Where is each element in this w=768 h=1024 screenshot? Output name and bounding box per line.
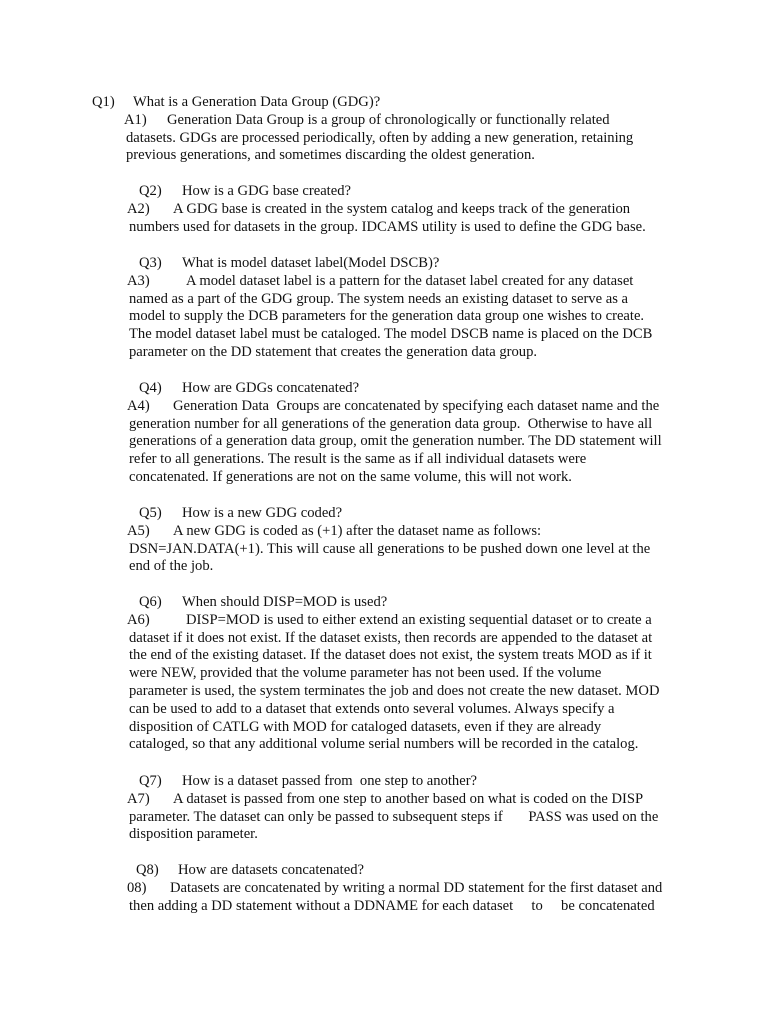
question — [0, 773, 768, 791]
answer-text: generation number for all generations of the generation data group. Otherwise to have all — [129, 415, 653, 432]
answer-line — [0, 273, 768, 291]
question-text: How is a dataset passed from one step to another? — [182, 773, 478, 789]
answer-line — [0, 826, 768, 844]
answer-text: cataloged, so that any additional volume serial numbers will be recorded in the catalog. — [129, 736, 639, 753]
answer-text: A dataset is passed from one step to another based on what is coded on the DISP — [173, 790, 644, 807]
question — [0, 255, 768, 273]
question — [0, 594, 768, 612]
question — [0, 505, 768, 523]
answer-line — [0, 523, 768, 541]
answer-number: A6) — [127, 611, 150, 628]
answer-text: were NEW, provided that the volume parameter has not been used. If the volume — [129, 665, 602, 682]
qa-item — [0, 94, 768, 165]
question — [0, 183, 768, 201]
answer-text: parameter is used, the system terminates the job and does not create the new dataset. MOD — [129, 682, 660, 699]
question-number: Q3) — [139, 255, 162, 271]
answer-number: A3) — [127, 272, 150, 289]
answer-text: Datasets are concatenated by writing a normal DD statement for the first dataset and — [170, 879, 663, 896]
answer-text: the end of the existing dataset. If the dataset does not exist, the system treats MOD as if it — [129, 647, 652, 664]
answer-line — [0, 433, 768, 451]
qa-item — [0, 255, 768, 362]
answer-line — [0, 612, 768, 630]
answer-line — [0, 541, 768, 559]
answer-line — [0, 130, 768, 148]
answer-line — [0, 147, 768, 165]
answer-line — [0, 451, 768, 469]
question-text: How are GDGs concatenated? — [182, 380, 360, 396]
answer-line — [0, 791, 768, 809]
question-number: Q5) — [139, 505, 162, 521]
answer-text: disposition of CATLG with MOD for cataloged datasets, even if they are already — [129, 718, 602, 735]
answer-text: end of the job. — [129, 558, 214, 575]
qa-item — [0, 505, 768, 576]
question-number: Q1) — [92, 94, 115, 110]
answer-text: parameter. The dataset can only be passed to subsequent steps if PASS was used on the — [129, 808, 659, 825]
answer-line — [0, 201, 768, 219]
answer-text: dataset if it does not exist. If the dataset exists, then records are appended to the dataset at — [129, 629, 653, 646]
question — [0, 94, 768, 112]
question-text: How is a GDG base created? — [182, 183, 351, 199]
answer-text: named as a part of the GDG group. The system needs an existing dataset to serve as a — [129, 290, 629, 307]
answer-text: numbers used for datasets in the group. IDCAMS utility is used to define the GDG base. — [129, 218, 646, 235]
qa-item — [0, 183, 768, 236]
answer-line — [0, 683, 768, 701]
answer-line — [0, 326, 768, 344]
answer-line — [0, 558, 768, 576]
answer-number: A1) — [124, 111, 147, 128]
answer-text: A GDG base is created in the system catalog and keeps track of the generation — [173, 200, 631, 217]
answer-number: A4) — [127, 397, 150, 414]
question-number: Q4) — [139, 380, 162, 396]
answer-text: generations of a generation data group, omit the generation number. The DD statement will — [129, 433, 662, 450]
question — [0, 380, 768, 398]
answer-text: parameter on the DD statement that creates the generation data group. — [129, 343, 538, 360]
answer-text: Generation Data Group is a group of chronologically or functionally related — [167, 111, 610, 128]
answer-line — [0, 880, 768, 898]
question-text: How is a new GDG coded? — [182, 505, 343, 521]
answer-line — [0, 701, 768, 719]
answer-text: The model dataset label must be cataloged. The model DSCB name is placed on the DCB — [129, 326, 653, 343]
qa-item — [0, 594, 768, 754]
answer-line — [0, 416, 768, 434]
answer-text: Generation Data Groups are concatenated by specifying each dataset name and the — [173, 397, 660, 414]
answer-text: refer to all generations. The result is the same as if all individual datasets were — [129, 451, 587, 468]
answer-line — [0, 308, 768, 326]
question-text: What is a Generation Data Group (GDG)? — [133, 94, 381, 110]
answer-line — [0, 630, 768, 648]
question-number: Q8) — [136, 862, 159, 878]
answer-number: 08) — [127, 879, 147, 896]
question-number: Q7) — [139, 773, 162, 789]
question-number: Q2) — [139, 183, 162, 199]
answer-text: DSN=JAN.DATA(+1). This will cause all generations to be pushed down one level at the — [129, 540, 651, 557]
answer-text: DISP=MOD is used to either extend an existing sequential dataset or to create a — [186, 611, 652, 628]
answer-text: datasets. GDGs are processed periodically, often by adding a new generation, retaining — [126, 129, 634, 146]
question-number: Q6) — [139, 594, 162, 610]
answer-line — [0, 219, 768, 237]
answer-line — [0, 665, 768, 683]
answer-line — [0, 809, 768, 827]
answer-text: concatenated. If generations are not on the same volume, this will not work. — [129, 468, 572, 485]
answer-line — [0, 898, 768, 916]
answer-text: disposition parameter. — [129, 826, 258, 843]
answer-line — [0, 344, 768, 362]
question-text: When should DISP=MOD is used? — [182, 594, 388, 610]
answer-text: can be used to add to a dataset that extends onto several volumes. Always specify a — [129, 700, 615, 717]
answer-text: then adding a DD statement without a DDNAME for each dataset to be concatenated — [129, 897, 655, 914]
answer-text: A new GDG is coded as (+1) after the dataset name as follows: — [173, 522, 542, 539]
question — [0, 862, 768, 880]
answer-text: model to supply the DCB parameters for the generation data group one wishes to create. — [129, 308, 645, 325]
answer-line — [0, 736, 768, 754]
answer-number: A5) — [127, 522, 150, 539]
answer-line — [0, 112, 768, 130]
answer-line — [0, 647, 768, 665]
qa-item — [0, 862, 768, 915]
answer-line — [0, 469, 768, 487]
answer-line — [0, 291, 768, 309]
answer-text: A model dataset label is a pattern for the dataset label created for any dataset — [186, 272, 634, 289]
qa-item — [0, 773, 768, 844]
answer-line — [0, 719, 768, 737]
answer-number: A7) — [127, 790, 150, 807]
answer-text: previous generations, and sometimes discarding the oldest generation. — [126, 147, 535, 164]
answer-line — [0, 398, 768, 416]
question-text: What is model dataset label(Model DSCB)? — [182, 255, 440, 271]
qa-item — [0, 380, 768, 487]
answer-number: A2) — [127, 200, 150, 217]
question-text: How are datasets concatenated? — [178, 862, 364, 878]
